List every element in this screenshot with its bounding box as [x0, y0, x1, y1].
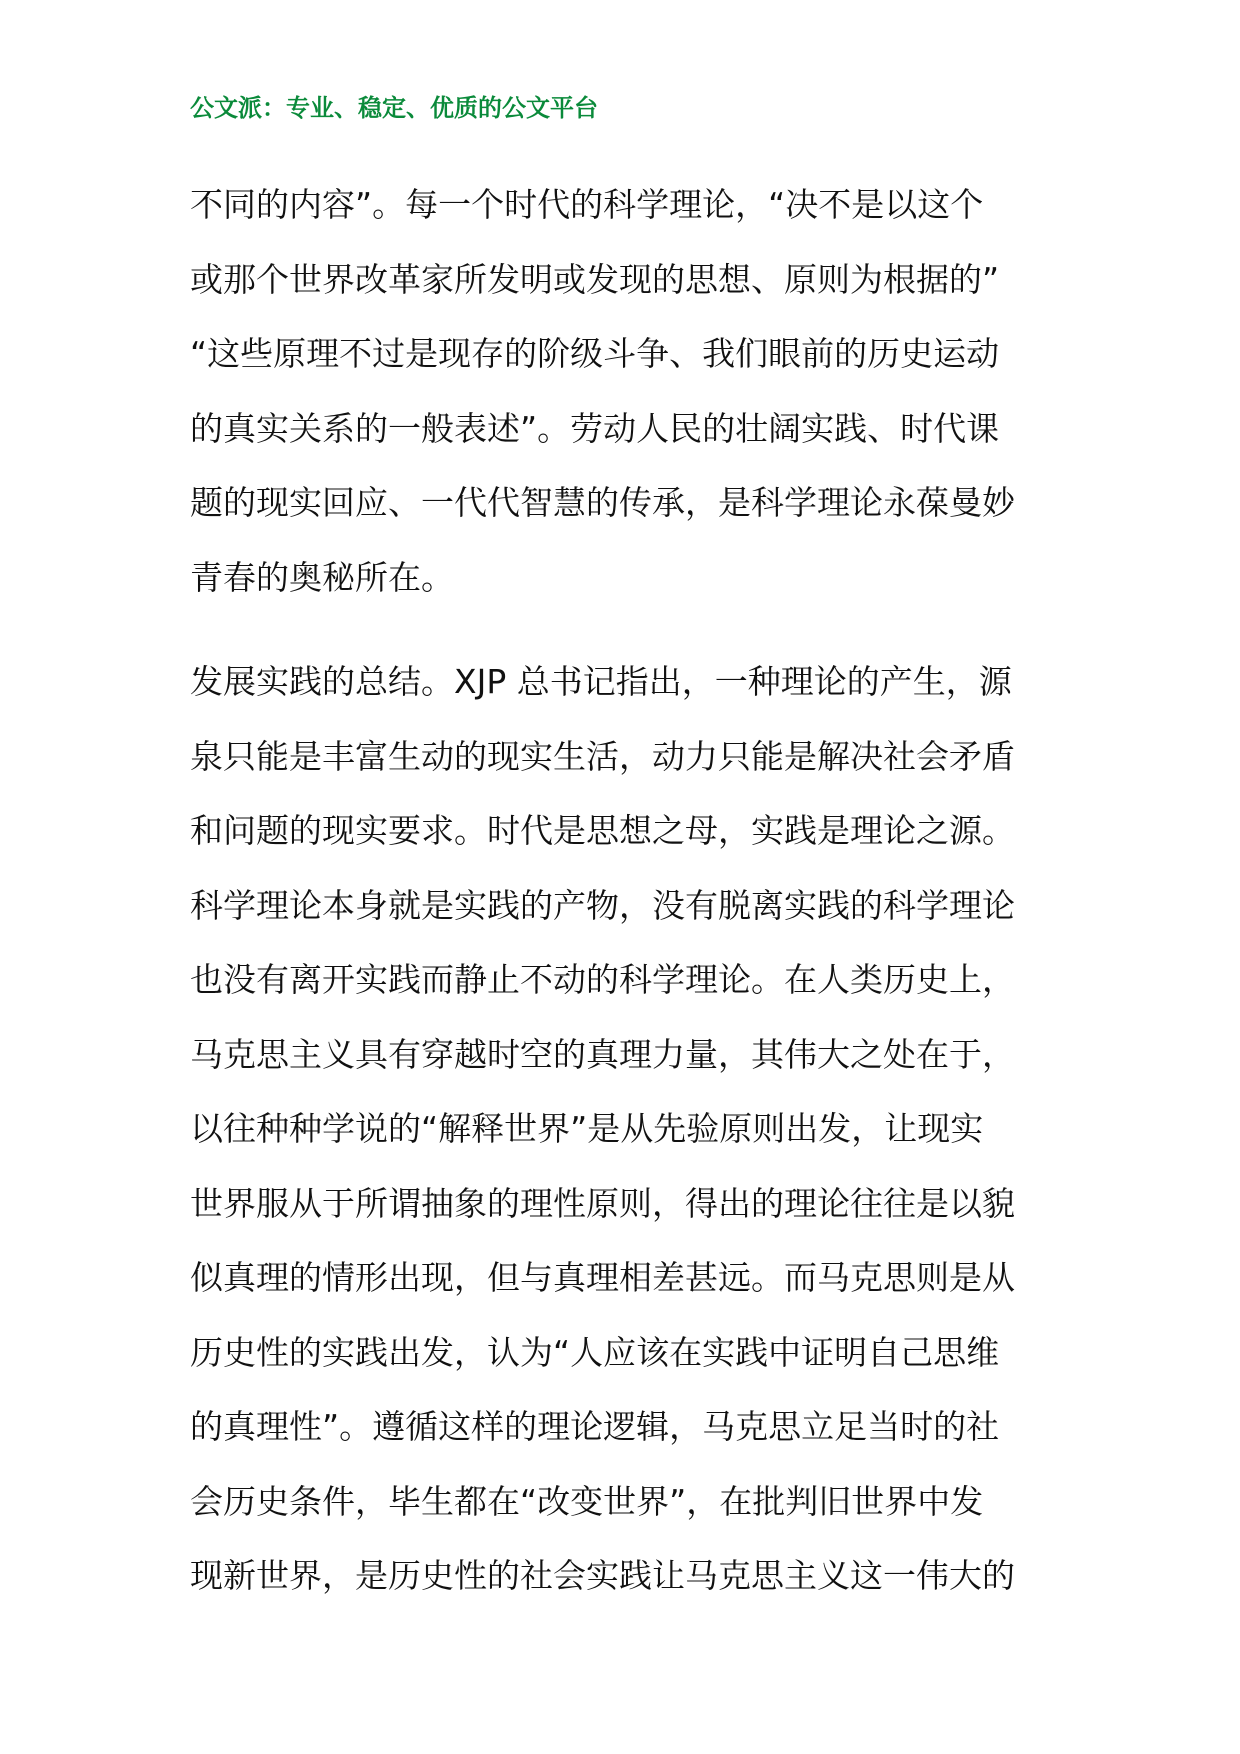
text-line: 和问题的现实要求。时代是思想之母，实践是理论之源。	[190, 811, 1015, 850]
text-line: 泉只能是丰富生动的现实生活，动力只能是解决社会矛盾	[190, 736, 1015, 776]
text-line: 的真实关系的一般表述”。劳动人民的壮阔实践、时代课	[190, 408, 1000, 448]
paragraph-2	[190, 645, 1060, 1614]
text-line: “这些原理不过是现存的阶级斗争、我们眼前的历史运动	[190, 334, 1000, 373]
text-line: 青春的奥秘所在。	[190, 557, 454, 597]
text-line: 的真理性”。遵循这样的理论逻辑，马克思立足当时的社	[190, 1407, 1000, 1446]
text-line: 马克思主义具有穿越时空的真理力量，其伟大之处在于，	[190, 1034, 1015, 1074]
text-line: 或那个世界改革家所发明或发现的思想、原则为根据的”	[190, 259, 1000, 299]
text-line: 似真理的情形出现，但与真理相差甚远。而马克思则是从	[190, 1258, 1015, 1297]
text-line: 会历史条件，毕生都在“改变世界”，在批判旧世界中发	[190, 1481, 984, 1521]
text-line: 不同的内容”。每一个时代的科学理论，“决不是以这个	[190, 185, 984, 224]
text-line: 世界服从于所谓抽象的理性原则，得出的理论往往是以貌	[190, 1183, 1015, 1223]
header-banner: 公文派：专业、稳定、优质的公文平台	[190, 93, 598, 122]
body-text	[190, 168, 1060, 1614]
text-line: 历史性的实践出发，认为“人应该在实践中证明自己思维	[190, 1332, 1000, 1372]
text-line: 题的现实回应、一代代智慧的传承，是科学理论永葆曼妙	[190, 483, 1015, 522]
text-line: 发展实践的总结。XJP 总书记指出，一种理论的产生，源	[190, 662, 1012, 701]
text-line: 以往种种学说的“解释世界”是从先验原则出发，让现实	[190, 1109, 984, 1148]
text-line: 也没有离开实践而静止不动的科学理论。在人类历史上，	[190, 960, 1015, 999]
paragraph-gap	[190, 615, 1060, 645]
text-line: 现新世界，是历史性的社会实践让马克思主义这一伟大的	[190, 1556, 1015, 1595]
text-line: 科学理论本身就是实践的产物，没有脱离实践的科学理论	[190, 885, 1015, 925]
paragraph-1	[190, 168, 1060, 615]
